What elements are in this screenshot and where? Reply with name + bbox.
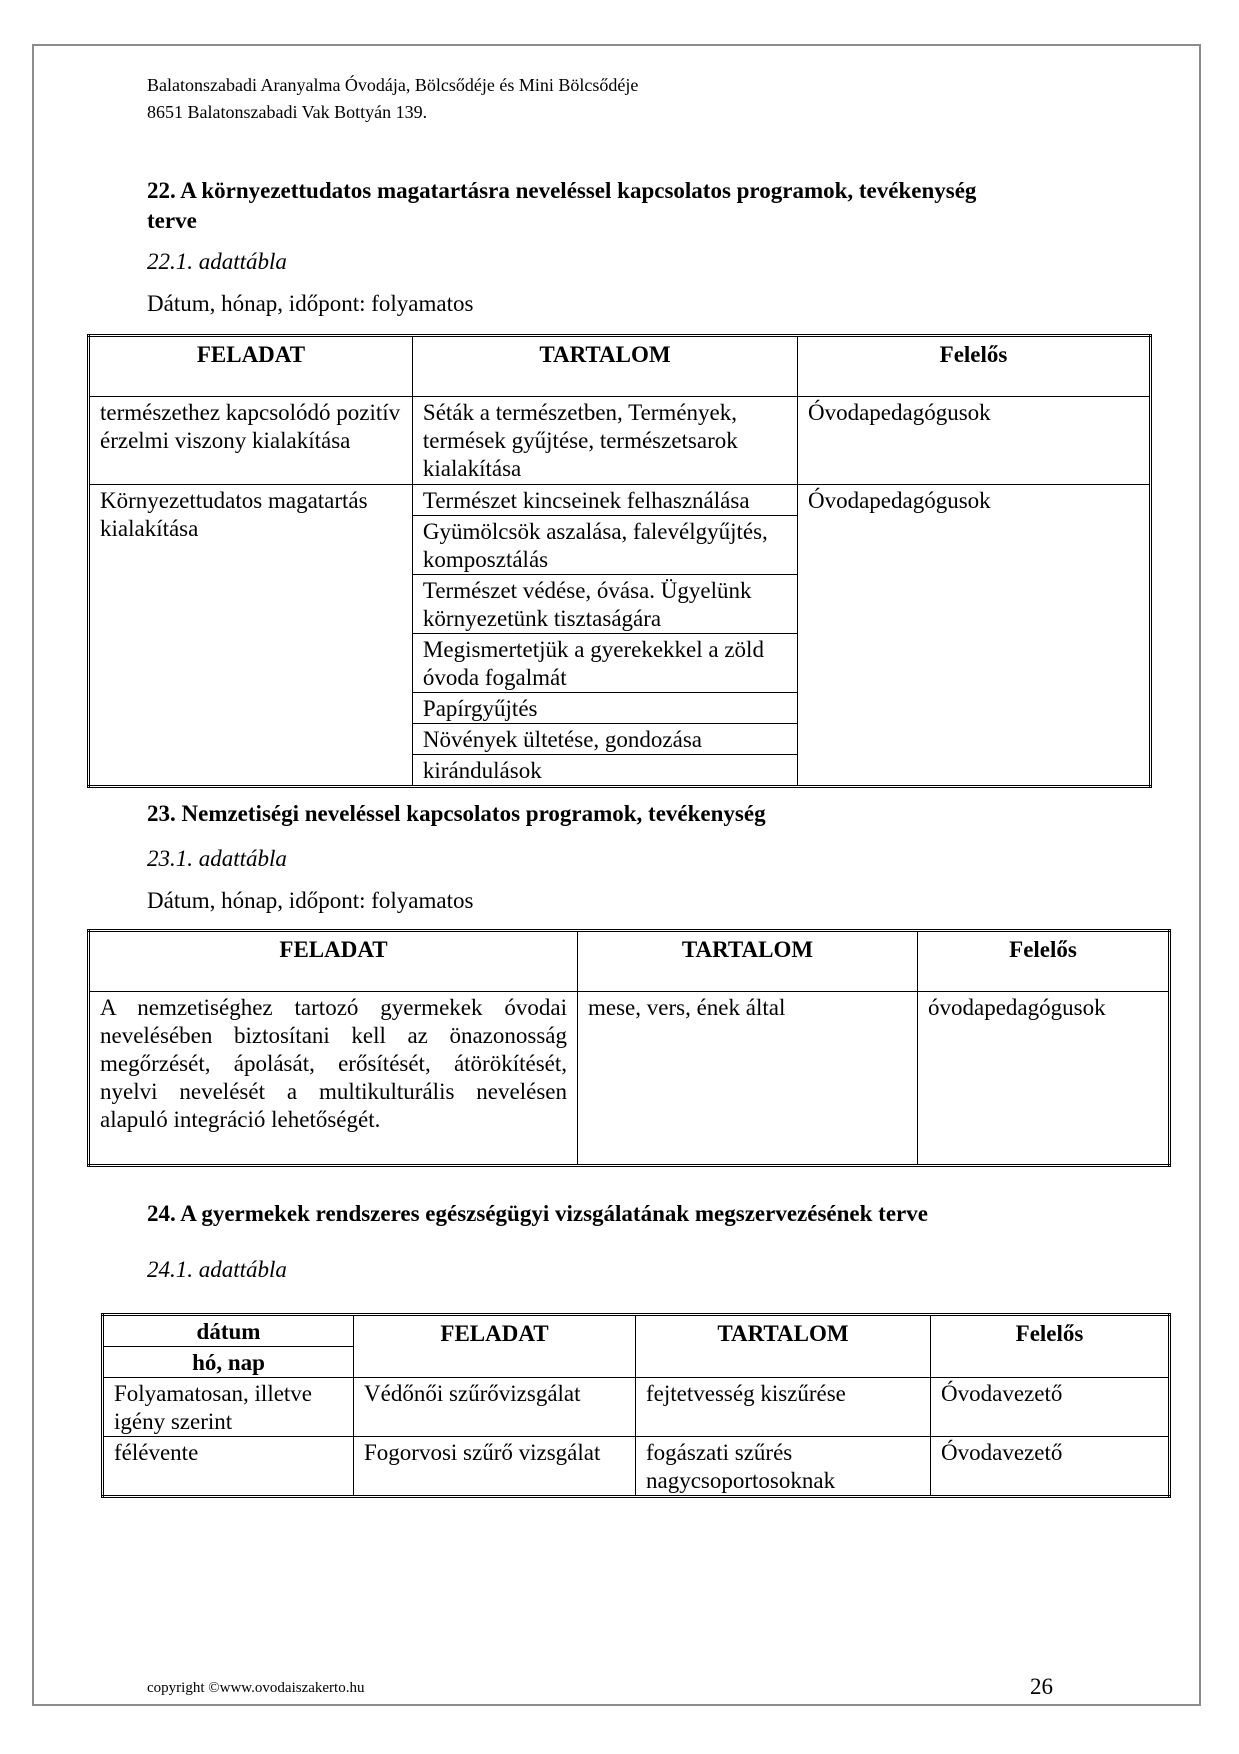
section-22-caption: 22.1. adattábla xyxy=(147,249,287,274)
table-row xyxy=(103,1437,1170,1497)
cell-tartalom: Megismertetjük a gyerekekkel a zöld óvoda fogalmát xyxy=(412,634,797,693)
column-header: FELADAT xyxy=(89,931,578,992)
table-22 xyxy=(87,334,1152,788)
cell-feladat: Védőnői szűrővizsgálat xyxy=(354,1378,636,1437)
section-23-title: 23. Nemzetiségi neveléssel kapcsolatos programok, tevékenység xyxy=(147,801,766,826)
cell-felelos: óvodapedagógusok xyxy=(918,992,1170,1166)
table-row xyxy=(89,397,1151,485)
cell-felelos: Óvodapedagógusok xyxy=(797,397,1150,485)
column-header: TARTALOM xyxy=(578,931,918,992)
cell-tartalom: Séták a természetben, Termények, termések gyűjtése, természetsarok kialakítása xyxy=(412,397,797,485)
table-header-row xyxy=(89,336,1151,397)
section-24-caption: 24.1. adattábla xyxy=(147,1257,287,1282)
cell-datum: félévente xyxy=(103,1437,354,1497)
header-institution: Balatonszabadi Aranyalma Óvodája, Bölcsődéje és Mini Bölcsődéje xyxy=(147,75,639,95)
column-header: FELADAT xyxy=(354,1315,636,1378)
cell-tartalom: fogászati szűrés nagycsoportosoknak xyxy=(636,1437,931,1497)
cell-tartalom: mese, vers, ének által xyxy=(578,992,918,1166)
page-number: 26 xyxy=(1030,1674,1053,1699)
table-header-row xyxy=(89,931,1170,992)
table-row xyxy=(103,1378,1170,1437)
cell-feladat: Fogorvosi szűrő vizsgálat xyxy=(354,1437,636,1497)
section-23-date-line: Dátum, hónap, időpont: folyamatos xyxy=(147,888,474,913)
section-24-title: 24. A gyermekek rendszeres egészségügyi vizsgálatának megszervezésének terve xyxy=(147,1201,928,1226)
column-header: Felelős xyxy=(931,1315,1170,1378)
cell-tartalom: Papírgyűjtés xyxy=(412,693,797,724)
column-header: Felelős xyxy=(797,336,1150,397)
document-header xyxy=(147,72,638,126)
section-23-caption: 23.1. adattábla xyxy=(147,846,287,871)
footer-copyright: copyright ©www.ovodaiszakerto.hu xyxy=(147,1680,365,1696)
section-22-title: 22. A környezettudatos magatartásra neveléssel kapcsolatos programok, tevékenység terve xyxy=(147,178,977,233)
table-header-row xyxy=(103,1315,1170,1347)
cell-feladat: A nemzetiséghez tartozó gyermekek óvodai nevelésében biztosítani kell az önazonosság megőrzését, ápolását, erősítését, átörökítését, nyelvi nevelését a multikulturális nevelésen alapuló integráció lehetőségét. xyxy=(89,992,578,1166)
header-address: 8651 Balatonszabadi Vak Bottyán 139. xyxy=(147,102,428,122)
table-row xyxy=(89,485,1151,516)
cell-datum: Folyamatosan, illetve igény szerint xyxy=(103,1378,354,1437)
table-row xyxy=(89,992,1170,1166)
column-header-honap: hó, nap xyxy=(103,1347,354,1378)
cell-feladat: természethez kapcsolódó pozitív érzelmi viszony kialakítása xyxy=(89,397,413,485)
cell-feladat: Környezettudatos magatartás kialakítása xyxy=(89,485,413,787)
table-24 xyxy=(101,1313,1171,1498)
cell-tartalom: Természet védése, óvása. Ügyelünk környezetünk tisztaságára xyxy=(412,575,797,634)
table-23 xyxy=(87,929,1171,1167)
cell-tartalom: Természet kincseinek felhasználása xyxy=(412,485,797,516)
cell-tartalom: Gyümölcsök aszalása, falevélgyűjtés, komposztálás xyxy=(412,516,797,575)
column-header: TARTALOM xyxy=(412,336,797,397)
cell-tartalom: kirándulások xyxy=(412,755,797,787)
section-22-date-line: Dátum, hónap, időpont: folyamatos xyxy=(147,291,474,316)
cell-tartalom: Növények ültetése, gondozása xyxy=(412,724,797,755)
cell-felelos: Óvodavezető xyxy=(931,1378,1170,1437)
column-header-datum: dátum xyxy=(103,1315,354,1347)
column-header: TARTALOM xyxy=(636,1315,931,1378)
cell-felelos: Óvodapedagógusok xyxy=(797,485,1150,787)
cell-felelos: Óvodavezető xyxy=(931,1437,1170,1497)
column-header: FELADAT xyxy=(89,336,413,397)
cell-tartalom: fejtetvesség kiszűrése xyxy=(636,1378,931,1437)
column-header: Felelős xyxy=(918,931,1170,992)
